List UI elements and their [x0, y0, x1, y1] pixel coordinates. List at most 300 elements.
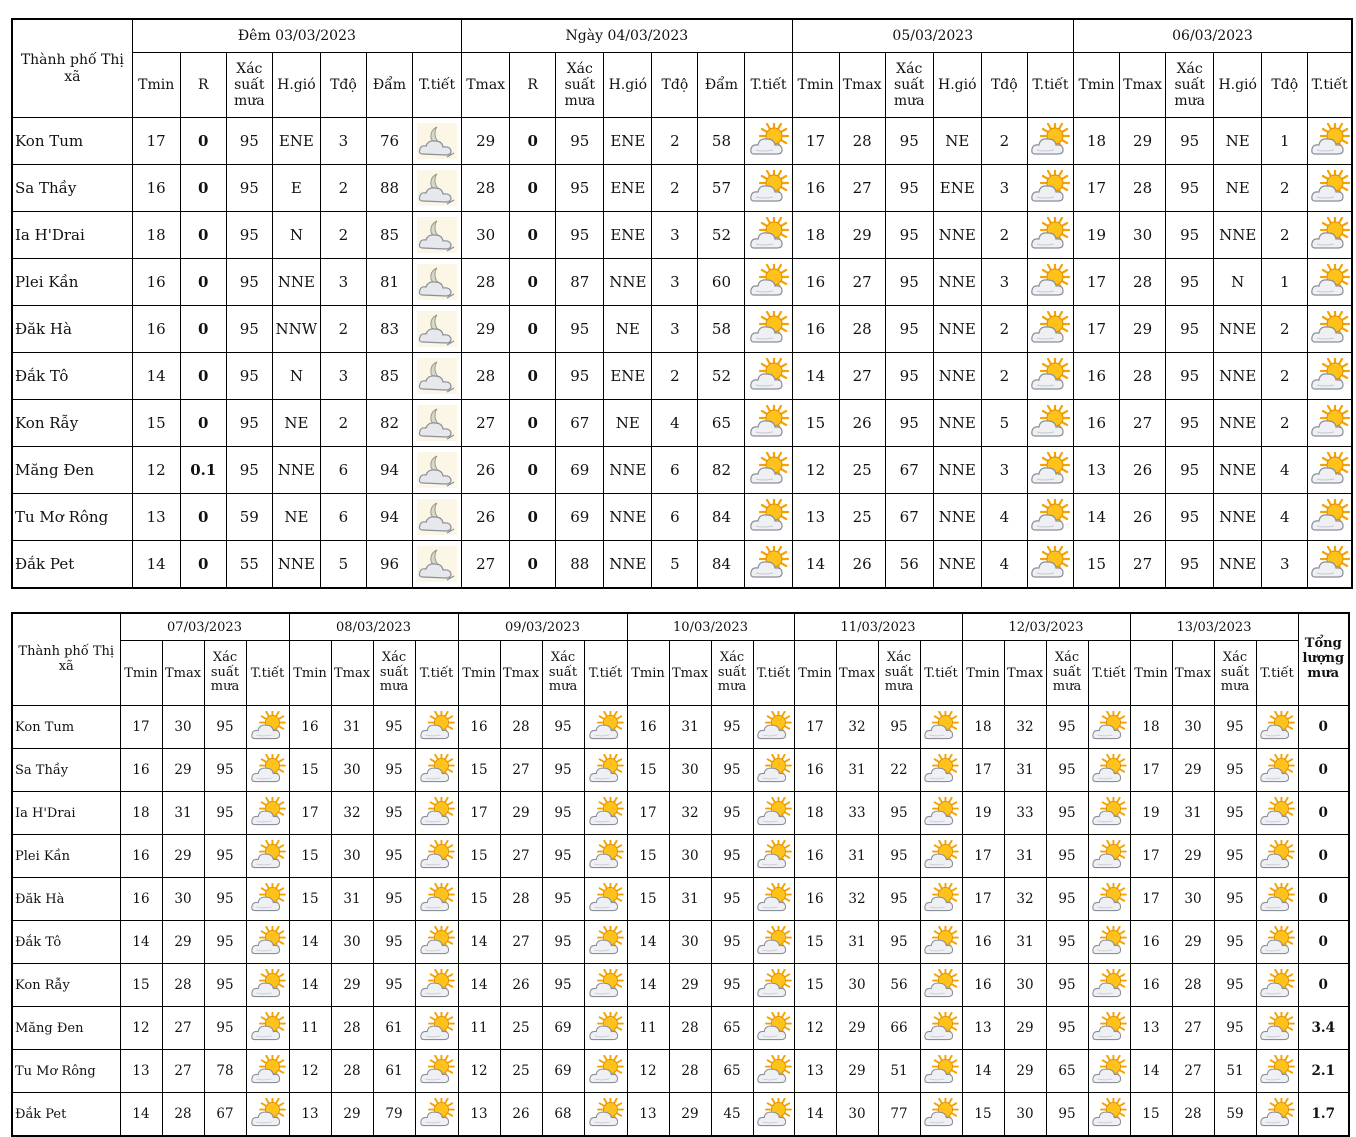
cloud-night-icon — [417, 311, 457, 347]
value-cell: 95 — [226, 118, 272, 165]
value-cell: 12 — [458, 1050, 500, 1093]
cloud-night-icon — [417, 123, 457, 159]
table-row — [12, 1050, 1349, 1093]
value-cell: 17 — [794, 706, 836, 749]
value-cell: 12 — [289, 1050, 331, 1093]
value-cell: 76 — [366, 118, 412, 165]
date-group-header: 10/03/2023 — [627, 613, 794, 641]
value-cell: ENE — [933, 165, 981, 212]
value-cell: 16 — [120, 835, 162, 878]
weather-icon-cell — [1256, 835, 1298, 878]
value-cell: 29 — [162, 749, 204, 792]
value-cell: 95 — [1214, 792, 1256, 835]
sun-cloud-icon — [1030, 405, 1070, 441]
value-cell: 16 — [794, 835, 836, 878]
value-cell: 29 — [836, 1007, 878, 1050]
value-cell: 95 — [1166, 259, 1214, 306]
sun-cloud-icon — [250, 711, 286, 743]
value-cell: 27 — [839, 353, 885, 400]
weather-icon-cell — [1088, 706, 1130, 749]
value-cell: 13 — [1073, 447, 1119, 494]
value-cell: NNE — [933, 541, 981, 589]
column-header: Xác suất mưa — [226, 53, 272, 118]
value-cell: 2 — [1262, 400, 1308, 447]
weather-icon-cell — [745, 447, 792, 494]
value-cell: 14 — [792, 353, 839, 400]
column-header: Tmin — [627, 641, 669, 706]
value-cell: 15 — [289, 835, 331, 878]
value-cell: E — [272, 165, 320, 212]
value-cell: 0 — [180, 400, 226, 447]
sun-cloud-icon — [1310, 123, 1350, 159]
value-cell: 2 — [652, 165, 698, 212]
sun-cloud-icon — [588, 969, 624, 1001]
value-cell: 28 — [331, 1050, 373, 1093]
sun-cloud-icon — [250, 840, 286, 872]
value-cell: NNE — [933, 212, 981, 259]
weather-icon-cell — [584, 921, 627, 964]
value-cell: 88 — [366, 165, 412, 212]
value-cell: 67 — [885, 447, 933, 494]
value-cell: 17 — [1073, 165, 1119, 212]
value-cell: 0 — [510, 541, 556, 589]
sun-cloud-icon — [756, 711, 792, 743]
weather-icon-cell — [1088, 921, 1130, 964]
weather-icon-cell — [753, 921, 794, 964]
value-cell: 14 — [289, 921, 331, 964]
column-header: Tmin — [794, 641, 836, 706]
total-rain-value: 0 — [1298, 792, 1349, 835]
weather-icon-cell — [1027, 212, 1073, 259]
cloud-night-icon — [417, 546, 457, 582]
value-cell: 28 — [839, 118, 885, 165]
value-cell: 15 — [289, 878, 331, 921]
value-cell: 17 — [1130, 878, 1172, 921]
value-cell: 29 — [162, 835, 204, 878]
value-cell: 2 — [981, 306, 1027, 353]
table-row — [12, 792, 1349, 835]
value-cell: 30 — [1172, 706, 1214, 749]
column-header: Tmax — [1004, 641, 1046, 706]
value-cell: NNE — [272, 259, 320, 306]
value-cell: 18 — [1073, 118, 1119, 165]
value-cell: 95 — [878, 921, 920, 964]
weather-icon-cell — [413, 306, 462, 353]
sun-cloud-icon — [923, 711, 959, 743]
value-cell: 27 — [839, 165, 885, 212]
column-header: Tmin — [792, 53, 839, 118]
weather-icon-cell — [920, 749, 962, 792]
value-cell: 15 — [627, 878, 669, 921]
value-cell: 11 — [458, 1007, 500, 1050]
value-cell: 30 — [836, 1093, 878, 1137]
weather-icon-cell — [1088, 1050, 1130, 1093]
column-header: Tmax — [1172, 641, 1214, 706]
column-header: Xác suất mưa — [711, 641, 753, 706]
weather-icon-cell — [584, 706, 627, 749]
value-cell: 95 — [711, 706, 753, 749]
weather-icon-cell — [415, 749, 458, 792]
value-cell: 95 — [373, 749, 415, 792]
value-cell: ENE — [604, 353, 652, 400]
weather-icon-cell — [246, 964, 289, 1007]
column-header: Tmax — [162, 641, 204, 706]
value-cell: 31 — [162, 792, 204, 835]
value-cell: 51 — [1214, 1050, 1256, 1093]
value-cell: 32 — [836, 706, 878, 749]
value-cell: 52 — [698, 353, 745, 400]
value-cell: 16 — [1073, 353, 1119, 400]
value-cell: 95 — [1166, 494, 1214, 541]
weather-icon-cell — [1308, 494, 1352, 541]
value-cell: 95 — [885, 165, 933, 212]
value-cell: 79 — [373, 1093, 415, 1137]
value-cell: 17 — [120, 706, 162, 749]
value-cell: 95 — [556, 353, 604, 400]
sun-cloud-icon — [1030, 546, 1070, 582]
weather-icon-cell — [920, 706, 962, 749]
value-cell: 30 — [1004, 1093, 1046, 1137]
value-cell: 28 — [162, 964, 204, 1007]
sun-cloud-icon — [749, 217, 789, 253]
column-header: Tmin — [1073, 53, 1119, 118]
cloud-night-icon — [417, 217, 457, 253]
total-rain-value: 0 — [1298, 964, 1349, 1007]
sun-cloud-icon — [1091, 926, 1127, 958]
sun-cloud-icon — [588, 926, 624, 958]
value-cell: 95 — [885, 212, 933, 259]
sun-cloud-icon — [1030, 499, 1070, 535]
column-header: Xác suất mưa — [1046, 641, 1088, 706]
value-cell: 28 — [1120, 165, 1166, 212]
sun-cloud-icon — [749, 264, 789, 300]
value-cell: 0 — [510, 165, 556, 212]
value-cell: 95 — [1046, 921, 1088, 964]
city-name: Đắk Pet — [12, 541, 132, 589]
value-cell: 95 — [373, 878, 415, 921]
value-cell: 95 — [542, 749, 584, 792]
weather-icon-cell — [415, 921, 458, 964]
value-cell: 19 — [1130, 792, 1172, 835]
weather-icon-cell — [413, 400, 462, 447]
value-cell: 28 — [162, 1093, 204, 1137]
value-cell: 29 — [1120, 306, 1166, 353]
value-cell: 0.1 — [180, 447, 226, 494]
sun-cloud-icon — [1310, 358, 1350, 394]
value-cell: 26 — [500, 1093, 542, 1137]
table-row — [12, 541, 1352, 589]
value-cell: 16 — [792, 165, 839, 212]
table-row — [12, 447, 1352, 494]
sun-cloud-icon — [1091, 1098, 1127, 1130]
sun-cloud-icon — [756, 1098, 792, 1130]
sun-cloud-icon — [1310, 405, 1350, 441]
value-cell: 3 — [320, 353, 366, 400]
value-cell: 6 — [652, 447, 698, 494]
value-cell: NNE — [604, 541, 652, 589]
value-cell: 29 — [462, 306, 510, 353]
value-cell: 29 — [836, 1050, 878, 1093]
value-cell: 26 — [462, 447, 510, 494]
value-cell: 14 — [1073, 494, 1119, 541]
city-column-header: Thành phố Thị xã — [12, 19, 132, 118]
sun-cloud-icon — [1310, 546, 1350, 582]
value-cell: 12 — [627, 1050, 669, 1093]
value-cell: 4 — [981, 541, 1027, 589]
value-cell: 31 — [669, 878, 711, 921]
sun-cloud-icon — [923, 797, 959, 829]
value-cell: 95 — [226, 259, 272, 306]
value-cell: 95 — [542, 706, 584, 749]
value-cell: 32 — [1004, 706, 1046, 749]
value-cell: NE — [1214, 118, 1262, 165]
column-header: H.gió — [933, 53, 981, 118]
value-cell: 59 — [226, 494, 272, 541]
value-cell: 26 — [839, 400, 885, 447]
weather-icon-cell — [246, 835, 289, 878]
date-group-header: 11/03/2023 — [794, 613, 962, 641]
sun-cloud-icon — [1310, 217, 1350, 253]
column-header: Tmax — [839, 53, 885, 118]
sun-cloud-icon — [749, 123, 789, 159]
date-group-header: 07/03/2023 — [120, 613, 289, 641]
sun-cloud-icon — [1310, 170, 1350, 206]
value-cell: 13 — [794, 1050, 836, 1093]
value-cell: 0 — [180, 118, 226, 165]
weather-icon-cell — [1256, 1093, 1298, 1137]
value-cell: 14 — [962, 1050, 1004, 1093]
sun-cloud-icon — [1310, 499, 1350, 535]
value-cell: 12 — [792, 447, 839, 494]
value-cell: 29 — [1004, 1050, 1046, 1093]
sun-cloud-icon — [250, 1055, 286, 1087]
column-header: Tmax — [669, 641, 711, 706]
table-row — [12, 212, 1352, 259]
value-cell: 29 — [500, 792, 542, 835]
value-cell: 28 — [462, 165, 510, 212]
sun-cloud-icon — [1030, 264, 1070, 300]
weather-icon-cell — [246, 749, 289, 792]
total-rain-value: 3.4 — [1298, 1007, 1349, 1050]
value-cell: 65 — [1046, 1050, 1088, 1093]
column-header: Tmin — [120, 641, 162, 706]
value-cell: 0 — [510, 212, 556, 259]
value-cell: 22 — [878, 749, 920, 792]
value-cell: 95 — [711, 878, 753, 921]
value-cell: 16 — [132, 306, 180, 353]
value-cell: 95 — [1214, 706, 1256, 749]
value-cell: 69 — [542, 1050, 584, 1093]
value-cell: 2 — [1262, 212, 1308, 259]
value-cell: 27 — [1172, 1007, 1214, 1050]
sun-cloud-icon — [250, 797, 286, 829]
value-cell: NE — [604, 400, 652, 447]
weather-icon-cell — [584, 1093, 627, 1137]
weather-icon-cell — [753, 706, 794, 749]
value-cell: 16 — [794, 878, 836, 921]
value-cell: 16 — [458, 706, 500, 749]
weather-icon-cell — [584, 749, 627, 792]
value-cell: 95 — [226, 306, 272, 353]
value-cell: 95 — [204, 749, 246, 792]
sun-cloud-icon — [756, 754, 792, 786]
sun-cloud-icon — [250, 969, 286, 1001]
sun-cloud-icon — [1259, 1098, 1295, 1130]
date-group-header: 05/03/2023 — [792, 19, 1073, 53]
value-cell: 4 — [1262, 447, 1308, 494]
value-cell: 16 — [962, 921, 1004, 964]
value-cell: 17 — [962, 749, 1004, 792]
value-cell: 5 — [320, 541, 366, 589]
value-cell: ENE — [604, 118, 652, 165]
weather-icon-cell — [745, 259, 792, 306]
cloud-night-icon — [417, 170, 457, 206]
value-cell: 85 — [366, 353, 412, 400]
value-cell: 78 — [204, 1050, 246, 1093]
value-cell: NE — [933, 118, 981, 165]
value-cell: 6 — [320, 447, 366, 494]
weather-icon-cell — [1308, 165, 1352, 212]
value-cell: 95 — [226, 165, 272, 212]
value-cell: 5 — [981, 400, 1027, 447]
value-cell: N — [1214, 259, 1262, 306]
value-cell: 1 — [1262, 259, 1308, 306]
value-cell: 67 — [204, 1093, 246, 1137]
value-cell: 95 — [373, 964, 415, 1007]
weather-icon-cell — [753, 1050, 794, 1093]
value-cell: NE — [272, 400, 320, 447]
value-cell: 13 — [132, 494, 180, 541]
sun-cloud-icon — [1030, 358, 1070, 394]
value-cell: 19 — [1073, 212, 1119, 259]
value-cell: NNE — [604, 494, 652, 541]
value-cell: 26 — [462, 494, 510, 541]
value-cell: 56 — [885, 541, 933, 589]
value-cell: 32 — [1004, 878, 1046, 921]
value-cell: 11 — [627, 1007, 669, 1050]
date-group-header: 12/03/2023 — [962, 613, 1130, 641]
sun-cloud-icon — [749, 358, 789, 394]
sun-cloud-icon — [756, 1055, 792, 1087]
weather-icon-cell — [413, 447, 462, 494]
total-rain-value: 0 — [1298, 749, 1349, 792]
value-cell: 95 — [226, 212, 272, 259]
value-cell: 31 — [1004, 749, 1046, 792]
city-name: Kon Tum — [12, 118, 132, 165]
weather-icon-cell — [1308, 353, 1352, 400]
value-cell: 15 — [120, 964, 162, 1007]
value-cell: 0 — [510, 306, 556, 353]
weather-icon-cell — [415, 1050, 458, 1093]
sun-cloud-icon — [923, 754, 959, 786]
value-cell: 0 — [510, 400, 556, 447]
city-name: Đăk Hà — [12, 306, 132, 353]
value-cell: NNE — [1214, 212, 1262, 259]
weather-icon-cell — [415, 878, 458, 921]
value-cell: 29 — [1172, 749, 1214, 792]
weather-icon-cell — [753, 878, 794, 921]
value-cell: 29 — [669, 964, 711, 1007]
value-cell: 17 — [792, 118, 839, 165]
value-cell: 14 — [120, 921, 162, 964]
weather-icon-cell — [745, 118, 792, 165]
value-cell: 16 — [627, 706, 669, 749]
value-cell: 29 — [1120, 118, 1166, 165]
table-row — [12, 494, 1352, 541]
column-header: Tmin — [458, 641, 500, 706]
weather-icon-cell — [1027, 400, 1073, 447]
value-cell: 0 — [510, 118, 556, 165]
value-cell: 18 — [962, 706, 1004, 749]
value-cell: 31 — [331, 706, 373, 749]
total-rain-value: 0 — [1298, 835, 1349, 878]
value-cell: 95 — [204, 706, 246, 749]
value-cell: 84 — [698, 541, 745, 589]
weather-icon-cell — [745, 306, 792, 353]
value-cell: 16 — [132, 259, 180, 306]
value-cell: NNE — [933, 400, 981, 447]
weather-icon-cell — [1027, 259, 1073, 306]
value-cell: 17 — [1073, 306, 1119, 353]
value-cell: 95 — [1046, 835, 1088, 878]
sun-cloud-icon — [1091, 1055, 1127, 1087]
value-cell: 13 — [627, 1093, 669, 1137]
weather-icon-cell — [413, 165, 462, 212]
value-cell: 2 — [1262, 353, 1308, 400]
sun-cloud-icon — [250, 1098, 286, 1130]
sun-cloud-icon — [1030, 311, 1070, 347]
value-cell: 27 — [500, 921, 542, 964]
weather-icon-cell — [1088, 749, 1130, 792]
value-cell: 27 — [462, 541, 510, 589]
column-header: T.tiết — [753, 641, 794, 706]
value-cell: N — [272, 212, 320, 259]
value-cell: 3 — [981, 259, 1027, 306]
value-cell: 0 — [510, 447, 556, 494]
sun-cloud-icon — [250, 754, 286, 786]
sun-cloud-icon — [1310, 452, 1350, 488]
column-header: Đẩm — [366, 53, 412, 118]
city-name: Kon Rẫy — [12, 400, 132, 447]
column-header: Tmax — [1120, 53, 1166, 118]
value-cell: 16 — [132, 165, 180, 212]
value-cell: 58 — [698, 306, 745, 353]
value-cell: 95 — [1166, 165, 1214, 212]
value-cell: 29 — [162, 921, 204, 964]
value-cell: 95 — [226, 447, 272, 494]
sun-cloud-icon — [923, 1098, 959, 1130]
sun-cloud-icon — [749, 499, 789, 535]
sun-cloud-icon — [1091, 797, 1127, 829]
value-cell: 11 — [289, 1007, 331, 1050]
weather-icon-cell — [1088, 1007, 1130, 1050]
value-cell: 14 — [1130, 1050, 1172, 1093]
city-name: Plei Kần — [12, 835, 120, 878]
value-cell: 52 — [698, 212, 745, 259]
value-cell: 16 — [1130, 964, 1172, 1007]
value-cell: N — [272, 353, 320, 400]
value-cell: 28 — [839, 306, 885, 353]
column-header: Tđộ — [1262, 53, 1308, 118]
value-cell: 0 — [180, 212, 226, 259]
column-header: Xác suất mưa — [556, 53, 604, 118]
value-cell: 55 — [226, 541, 272, 589]
value-cell: 95 — [226, 400, 272, 447]
value-cell: 95 — [542, 964, 584, 1007]
weather-icon-cell — [246, 921, 289, 964]
sun-cloud-icon — [1259, 797, 1295, 829]
table-row — [12, 878, 1349, 921]
